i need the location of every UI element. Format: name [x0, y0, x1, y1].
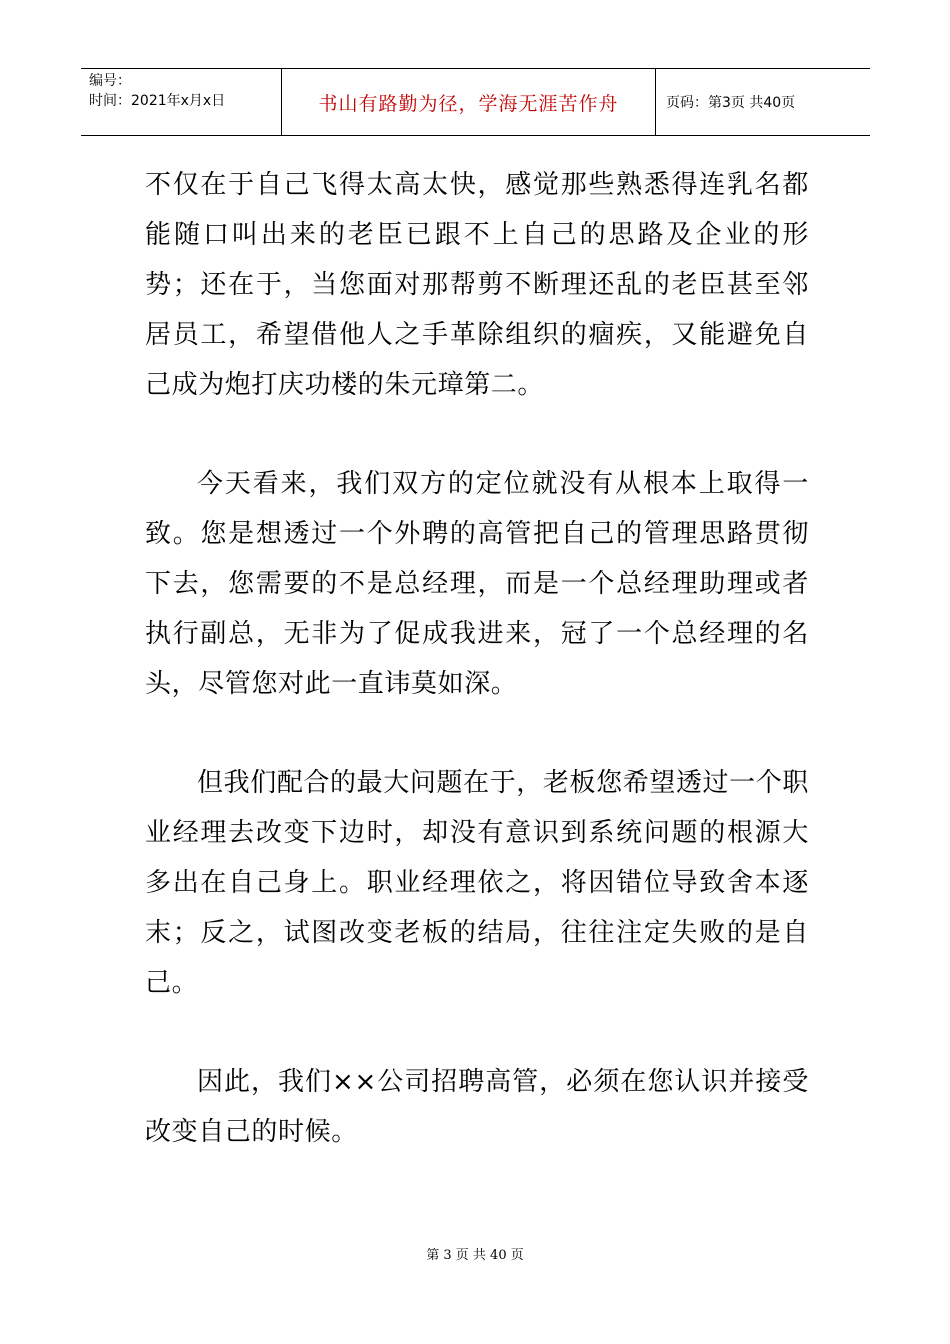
- paragraph: 但我们配合的最大问题在于，老板您希望透过一个职业经理去改变下边时，却没有意识到系统问题的根源大多出在自己身上。职业经理依之，将因错位导致舍本逐末；反之，试图改变老板的结局，往往注定失败的是自己。: [145, 768, 809, 998]
- header-motto-cell: [282, 69, 656, 135]
- document-header: [81, 68, 870, 136]
- document-body: [145, 160, 809, 1206]
- header-page-info: 页码：第3页 共40页: [666, 95, 796, 111]
- page-footer: 第 3 页 共 40 页: [426, 1248, 524, 1263]
- date-label: 时间：2021年x月x日: [89, 93, 226, 109]
- header-meta-cell: [81, 69, 282, 135]
- paragraph: 今天看来，我们双方的定位就没有从根本上取得一致。您是想透过一个外聘的高管把自己的管理思路贯彻下去，您需要的不是总经理，而是一个总经理助理或者执行副总，无非为了促成我进来，冠了一个总经理的名头，尽管您对此一直讳莫如深。: [145, 469, 809, 699]
- paragraph: 不仅在于自己飞得太高太快，感觉那些熟悉得连乳名都能随口叫出来的老臣已跟不上自己的思路及企业的形势；还在于，当您面对那帮剪不断理还乱的老臣甚至邻居员工，希望借他人之手革除组织的痼疾，又能避免自己成为炮打庆功楼的朱元璋第二。: [145, 170, 809, 400]
- serial-number-label: 编号：: [89, 73, 131, 89]
- header-motto: 书山有路勤为径，学海无涯苦作舟: [318, 92, 619, 115]
- paragraph: 因此，我们××公司招聘高管，必须在您认识并接受改变自己的时候。: [145, 1067, 809, 1147]
- header-page-cell: [656, 69, 870, 135]
